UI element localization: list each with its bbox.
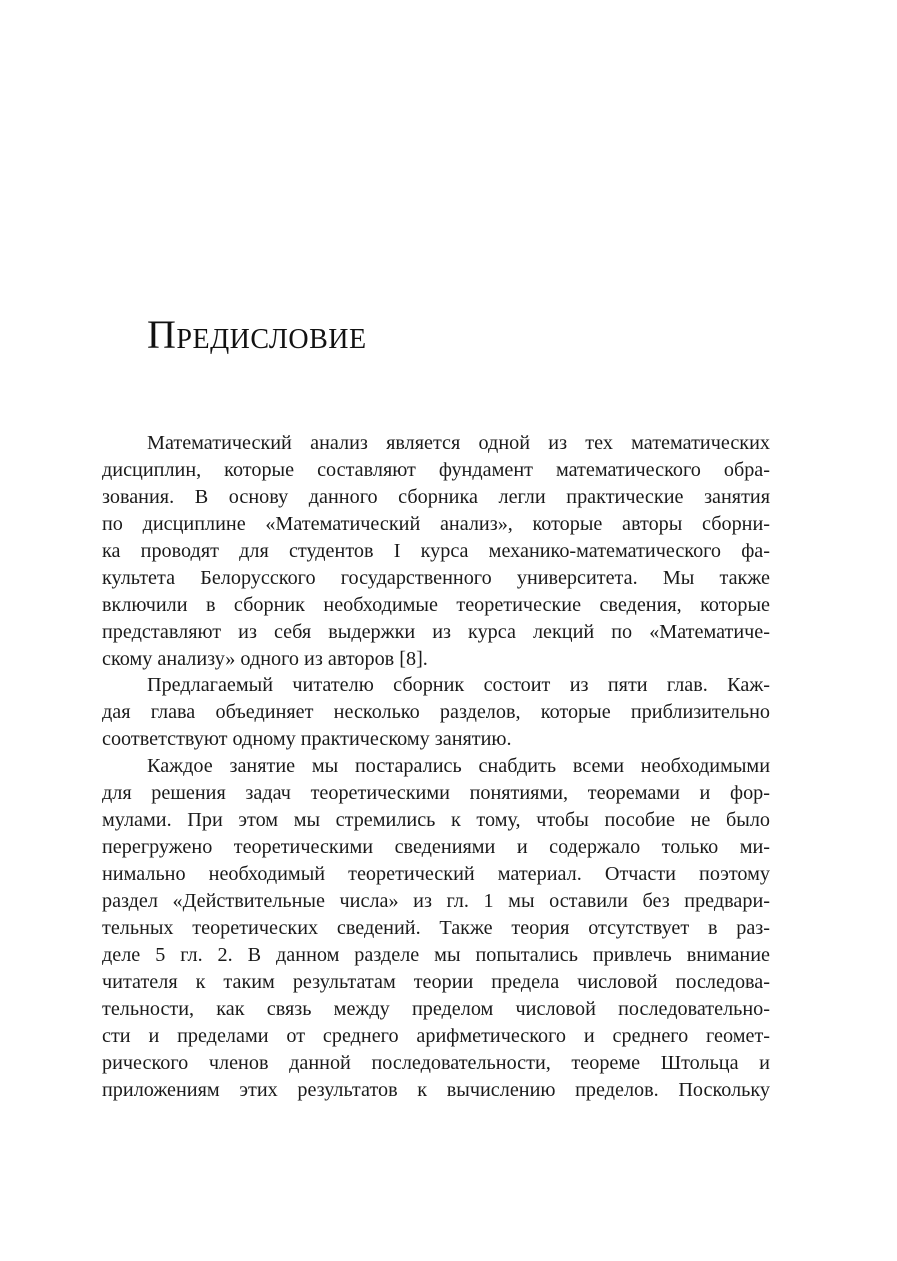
paragraph-3-line-9: читателя к таким результатам теории предела числовой последова- bbox=[102, 970, 770, 993]
paragraph-1-line-2: дисциплин, которые составляют фундамент математического обра- bbox=[102, 458, 770, 481]
paragraph-3-line-10: тельности, как связь между пределом числовой последовательно- bbox=[102, 997, 770, 1020]
paragraph-1-line-4: по дисциплине «Математический анализ», которые авторы сборни- bbox=[102, 512, 770, 535]
paragraph-3-line-1: Каждое занятие мы постарались снабдить всеми необходимыми bbox=[147, 755, 770, 778]
paragraph-1-line-5: ка проводят для студентов I курса механико-математического фа- bbox=[102, 539, 770, 562]
paragraph-1-line-7: включили в сборник необходимые теоретические сведения, которые bbox=[102, 593, 770, 616]
chapter-title: Предисловие bbox=[147, 312, 367, 357]
paragraph-2-line-2: дая глава объединяет несколько разделов, которые приблизительно bbox=[102, 701, 770, 724]
paragraph-3-line-2: для решения задач теоретическими понятиями, теоремами и фор- bbox=[102, 782, 770, 805]
paragraph-3-line-13: приложениям этих результатов к вычислению пределов. Поскольку bbox=[102, 1078, 770, 1101]
paragraph-1-line-8: представляют из себя выдержки из курса лекций по «Математиче- bbox=[102, 620, 770, 643]
paragraph-3-line-8: деле 5 гл. 2. В данном разделе мы попытались привлечь внимание bbox=[102, 943, 770, 966]
paragraph-2-line-3: соответствуют одному практическому занятию. bbox=[102, 728, 512, 751]
paragraph-3-line-5: нимально необходимый теоретический материал. Отчасти поэтому bbox=[102, 863, 770, 885]
paragraph-3-line-11: сти и пределами от среднего арифметического и среднего геомет- bbox=[102, 1024, 770, 1047]
paragraph-3-line-4: перегружено теоретическими сведениями и содержало только ми- bbox=[102, 836, 770, 859]
paragraph-1-line-3: зования. В основу данного сборника легли практические занятия bbox=[102, 485, 770, 508]
paragraph-3-line-6: раздел «Действительные числа» из гл. 1 мы оставили без предвари- bbox=[102, 889, 770, 912]
paragraph-3-line-3: мулами. При этом мы стремились к тому, чтобы пособие не было bbox=[102, 809, 770, 832]
paragraph-1-line-9: скому анализу» одного из авторов [8]. bbox=[102, 647, 428, 670]
paragraph-3-line-7: тельных теоретических сведений. Также теория отсутствует в раз- bbox=[102, 916, 770, 939]
body-text bbox=[102, 430, 770, 1103]
paragraph-3-line-12: рического членов данной последовательности, теореме Штольца и bbox=[102, 1051, 770, 1074]
paragraph-1-line-1: Математический анализ является одной из тех математических bbox=[147, 432, 770, 454]
paragraph-2-line-1: Предлагаемый читателю сборник состоит из пяти глав. Каж- bbox=[147, 674, 770, 697]
paragraph-1-line-6: культета Белорусского государственного университета. Мы также bbox=[102, 566, 770, 589]
